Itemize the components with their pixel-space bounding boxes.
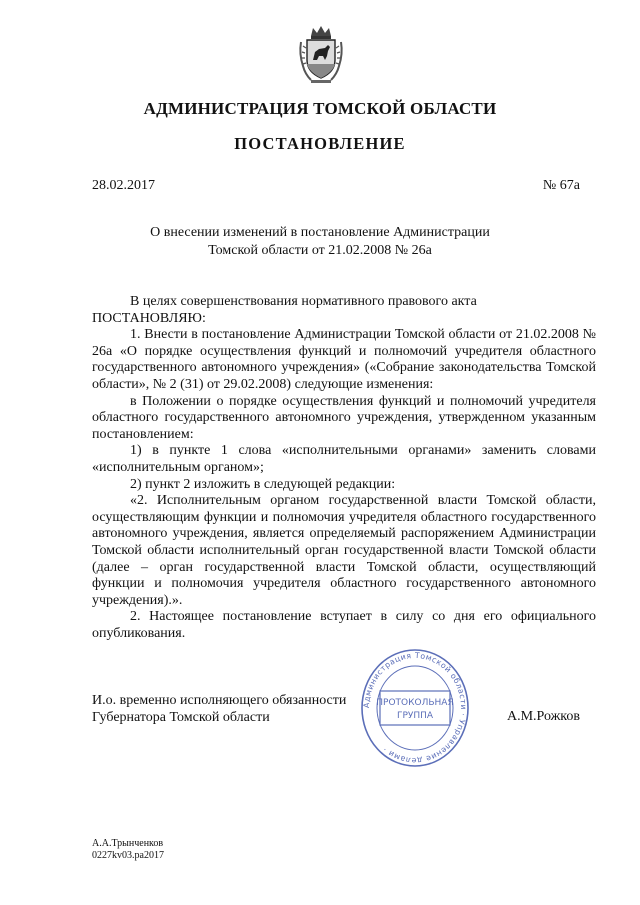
- file-code: 0227kv03.pa2017: [92, 850, 164, 861]
- stamp-ring-text: Администрация Томской области · Управление делами ·: [361, 650, 469, 766]
- organization-title: АДМИНИСТРАЦИЯ ТОМСКОЙ ОБЛАСТИ: [143, 99, 497, 118]
- paragraph-1-item-1: 1) в пункте 1 слова «исполнительными органами» заменить словами «исполнительным органом»;: [92, 443, 596, 475]
- intro-paragraph: В целях совершенствования нормативного правового акта: [130, 294, 477, 309]
- paragraph-1-item-2-text: «2. Исполнительным органом государственной власти Томской области, осуществляющим функции и полномочия учредителя областного государственного автономного учреждения, является определяемый распоряжением Администрации Томской области исполнительный орган государственной власти Томской области (далее – орган государственной власти Томской области, осуществляющий функции и полномочия учредителя областного государственного автономного учреждения).».: [92, 493, 596, 608]
- document-number: № 67а: [542, 178, 580, 193]
- paragraph-2: 2. Настоящее постановление вступает в силу со дня его официального опубликования.: [92, 609, 596, 641]
- author-name: А.А.Трынченков: [92, 838, 164, 849]
- document-footer: [92, 838, 164, 862]
- signatory-title-line-2: Губернатора Томской области: [92, 710, 270, 725]
- paragraph-1-sub: в Положении о порядке осуществления функций и полномочий учредителя областного государственного автономного учреждения, утвержденном указанным постановлением:: [92, 393, 596, 442]
- document-subject: [0, 224, 640, 260]
- signatory-title: [92, 692, 346, 726]
- document-body: [92, 294, 596, 642]
- document-date: 28.02.2017: [92, 178, 155, 193]
- stamp-center-line-1: ПРОТОКОЛЬНАЯ: [376, 698, 454, 708]
- coat-of-arms-icon: [297, 24, 345, 86]
- official-stamp: [360, 647, 470, 769]
- document-type-title: ПОСТАНОВЛЕНИЕ: [234, 134, 406, 153]
- stamp-center-line-2: ГРУППА: [396, 711, 434, 721]
- paragraph-1-item-2: 2) пункт 2 изложить в следующей редакции:: [130, 476, 396, 492]
- paragraph-1: 1. Внести в постановление Администрации Томской области от 21.02.2008 № 26а «О порядке осуществления функций и полномочий учредителя областного государственного автономного учреждения» («Собрание законодательства Томской области», № 2 (31) от 29.02.2008) следующие изменения:: [92, 327, 596, 392]
- subject-line-1: О внесении изменений в постановление Администрации: [150, 225, 490, 240]
- signatory-name: А.М.Рожков: [506, 709, 580, 724]
- signatory-title-line-1: И.о. временно исполняющего обязанности: [92, 693, 347, 708]
- subject-line-2: Томской области от 21.02.2008 № 26а: [208, 243, 432, 258]
- resolve-paragraph: ПОСТАНОВЛЯЮ:: [92, 310, 206, 326]
